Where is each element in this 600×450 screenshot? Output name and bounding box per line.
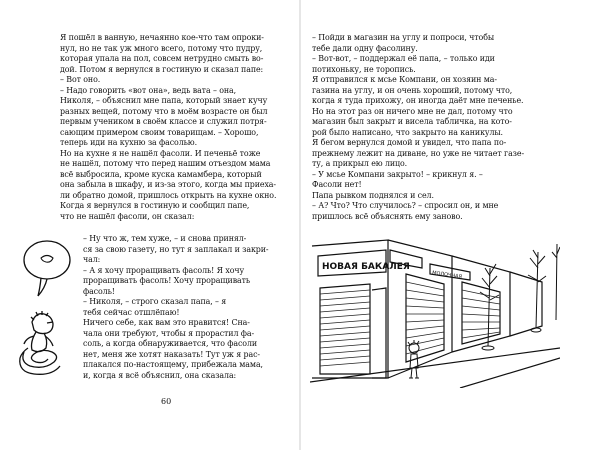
text-line: Фасоли нет! — [312, 180, 362, 189]
text-line: Но на кухне я не нашёл фасоли. И печеньё тоже — [60, 148, 261, 158]
text-line: Когда я вернулся в гостиную и сообщил папе, — [60, 201, 250, 210]
text-line: тебя сейчас отшлёпаю! — [83, 307, 180, 317]
left-page-bottom-text — [83, 234, 286, 381]
text-line: Но на этот раз он ничего мне не дал, потому что — [312, 106, 513, 116]
text-line: пришлось всё объяснять ему заново. — [312, 211, 463, 221]
text-line: первым учеником в своём классе и служил потря- — [60, 117, 267, 126]
text-line: проращивать фасоль! Хочу проращивать — [83, 276, 251, 285]
text-line: которая упала на пол, совсем нетрудно смыть во- — [60, 54, 264, 63]
text-line: Я бегом вернулся домой и увидел, что папа по- — [312, 138, 507, 147]
text-line: ся за свою газету, но тут я заплакал и закри- — [83, 244, 269, 254]
text-line: когда я туда прихожу, он иногда даёт мне печенье. — [312, 96, 524, 105]
text-line: нул, но не так уж много всего, потому что пудру, — [60, 43, 263, 53]
text-line: и, когда я всё объяснил, она сказала: — [83, 370, 237, 380]
text-line: тебе дали одну фасолину. — [312, 43, 418, 53]
book-gutter — [299, 0, 301, 450]
text-line: – У мсье Компани закрыто! – крикнул я. – — [312, 169, 483, 179]
shop-small-sign: МОЛОЧНАЯ — [431, 270, 463, 281]
text-line: Я отправился к мсье Компани, он хозяин ма- — [312, 75, 497, 84]
text-line: – Пойди в магазин на углу и попроси, чтобы — [312, 33, 495, 42]
text-line: ли обратно домой, пришлось открыть на кухне окно. — [60, 190, 277, 200]
text-line: нет, меня же хотят наказать! Тут уж я рас- — [83, 349, 260, 359]
right-page-text — [312, 33, 544, 222]
text-line: чал: — [83, 255, 101, 264]
text-line: ту, а прикрыл ею лицо. — [312, 159, 408, 168]
text-line: газина на углу, и он очень хороший, потому что, — [312, 85, 513, 95]
text-line: всё выбросила, кроме куска камамбера, который — [60, 169, 262, 179]
crying-boy-illustration — [14, 236, 84, 386]
text-line: – Николя, – строго сказал папа, – я — [83, 297, 227, 306]
text-line: – А? Что? Что случилось? – спросил он, и мне — [312, 201, 499, 210]
text-line: – Вот-вот, – поддержал её папа, – только иди — [312, 54, 495, 63]
text-line: не нашёл, потому что перед нашим отъездом мама — [60, 159, 271, 168]
text-line: Николя, – объяснил мне папа, который знает кучу — [60, 96, 268, 105]
text-line: чала они требуют, чтобы я прорастил фа- — [83, 328, 255, 338]
text-line: – Ну что ж, тем хуже, – и снова принял- — [83, 234, 247, 243]
text-line: разных вещей, потому что в моём возрасте он был — [60, 106, 268, 116]
text-line: сающим примером своим товарищам. – Хорошо, — [60, 127, 259, 137]
text-line: прежнему лежит на диване, но уже не читает газе- — [312, 148, 525, 158]
text-line: – Надо говорить «вот она», ведь вата – она, — [60, 85, 237, 95]
text-line: – А я хочу проращивать фасоль! Я хочу — [83, 265, 244, 275]
shop-main-sign: НОВАЯ БАКАЛЕЯ — [322, 262, 410, 272]
text-line: что не нашёл фасоли, он сказал: — [60, 211, 195, 221]
left-page-top-text — [60, 33, 286, 222]
closed-shops-street-illustration — [310, 228, 560, 388]
text-line: теперь иди на кухню за фасолью. — [60, 138, 197, 147]
text-line: рой было написано, что закрыто на каникулы. — [312, 127, 503, 137]
text-line: дой. Потом я вернулся в гостиную и сказал папе: — [60, 64, 264, 74]
text-line: потихоньку, не торопись. — [312, 64, 416, 74]
text-line: фасоль! — [83, 286, 115, 296]
text-line: Папа рывком поднялся и сел. — [312, 190, 434, 200]
text-line: Ничего себе, как вам это нравится! Сна- — [83, 318, 250, 327]
text-line: – Вот оно. — [60, 75, 101, 84]
text-line: магазин был закрыт и висела табличка, на кото- — [312, 117, 512, 126]
text-line: соль, а когда обнаруживается, что фасоли — [83, 339, 258, 348]
text-line: Я пошёл в ванную, нечаянно кое-что там опроки- — [60, 33, 264, 42]
text-line: плакался по-настоящему, прибежала мама, — [83, 360, 263, 369]
page-number: 60 — [161, 397, 172, 406]
text-line: она забыла в шкафу, и из-за этого, когда мы приеха- — [60, 180, 276, 189]
